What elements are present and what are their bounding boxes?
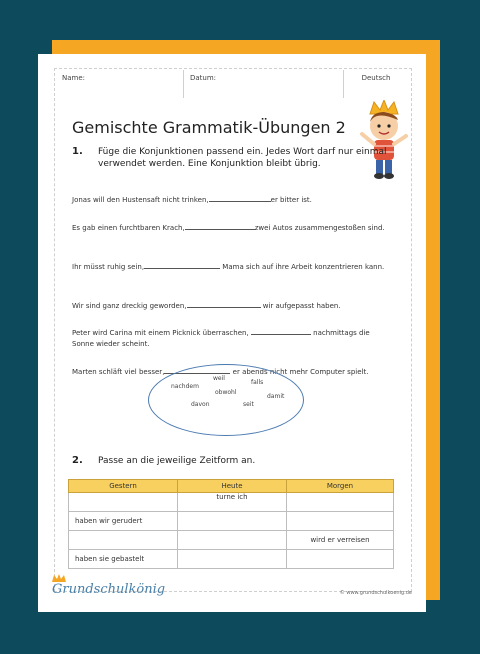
table-cell[interactable] [287,493,394,512]
table-cell[interactable] [69,531,178,550]
table-cell[interactable] [69,493,178,512]
subject-label: Deutsch [361,74,391,82]
task-2-number: 2. [72,455,83,466]
task-2 [72,455,388,467]
sentence-3-after: Mama sich auf ihre Arbeit konzentrieren kann. [222,263,385,271]
task-1 [72,146,388,170]
table-cell[interactable]: turne ich [178,493,287,512]
sentence-4 [72,299,390,312]
sentence-4-before: Wir sind ganz dreckig geworden, [72,302,187,310]
word-falls: falls [251,379,264,386]
sentence-5 [72,326,390,350]
table-cell[interactable] [287,550,394,569]
task-1-number: 1. [72,146,83,157]
sentence-5-before: Peter wird Carina mit einem Picknick überraschen, [72,329,249,337]
sentence-3-before: Ihr müsst ruhig sein, [72,263,145,271]
sentence-2-after: zwei Autos zusammengestoßen sind. [254,224,385,232]
blank-3[interactable] [144,260,220,269]
table-cell[interactable] [287,512,394,531]
worksheet-title: Gemischte Grammatik-Übungen 2 [72,118,346,137]
table-cell[interactable] [178,531,287,550]
table-row [69,531,394,550]
table-cell[interactable]: haben wir gerudert [69,512,178,531]
table-cell[interactable] [178,550,287,569]
table-row [69,512,394,531]
name-label: Name: [56,70,184,98]
header-gestern: Gestern [69,480,178,493]
sentence-1-after: er bitter ist. [270,196,312,204]
sentence-1-before: Jonas will den Hustensaft nicht trinken, [72,196,209,204]
header-morgen: Morgen [287,480,394,493]
sentence-5-after: nachmittags die Sonne wieder scheint. [72,329,370,348]
table-row [69,493,394,512]
blank-2[interactable] [185,221,255,230]
task-1-instruction: Füge die Konjunktionen passend ein. Jedes Wort darf nur einmal verwendet werden. Eine Konjunktion bleibt übrig. [98,147,387,169]
sentence-6-after: er abends nicht mehr Computer spielt. [232,368,369,376]
task-2-instruction: Passe an die jeweilige Zeitform an. [98,456,256,466]
header-heute: Heute [178,480,287,493]
table-cell[interactable] [178,512,287,531]
table-cell[interactable]: wird er verreisen [287,531,394,550]
word-davon: davon [191,401,210,408]
table-cell[interactable]: haben sie gebastelt [69,550,178,569]
sentence-1 [72,193,390,206]
sentence-6-before: Marten schläft viel besser, [72,368,165,376]
word-seit: seit [243,401,254,408]
worksheet [38,54,426,612]
blank-4[interactable] [187,299,261,308]
brand-logo: Grundschulkönig [52,582,166,597]
blank-1[interactable] [209,193,271,202]
date-label: Datum: [184,70,344,98]
table-row [69,550,394,569]
footer-url: © www.grundschulkoenig.de [339,590,412,596]
table-header-row [69,480,394,493]
sentence-2-before: Es gab einen furchtbaren Krach, [72,224,185,232]
sentence-2 [72,221,390,234]
tense-table [68,479,394,569]
header-row [56,70,408,98]
blank-5[interactable] [251,326,311,335]
word-weil: weil [213,375,225,382]
word-damit: damit [267,393,285,400]
word-nachdem: nachdem [171,383,199,390]
sentence-4-after: wir aufgepasst haben. [262,302,341,310]
word-obwohl: obwohl [215,389,237,396]
sentence-3 [72,260,390,273]
brand-crown-icon [52,574,66,582]
word-bank [148,364,304,436]
